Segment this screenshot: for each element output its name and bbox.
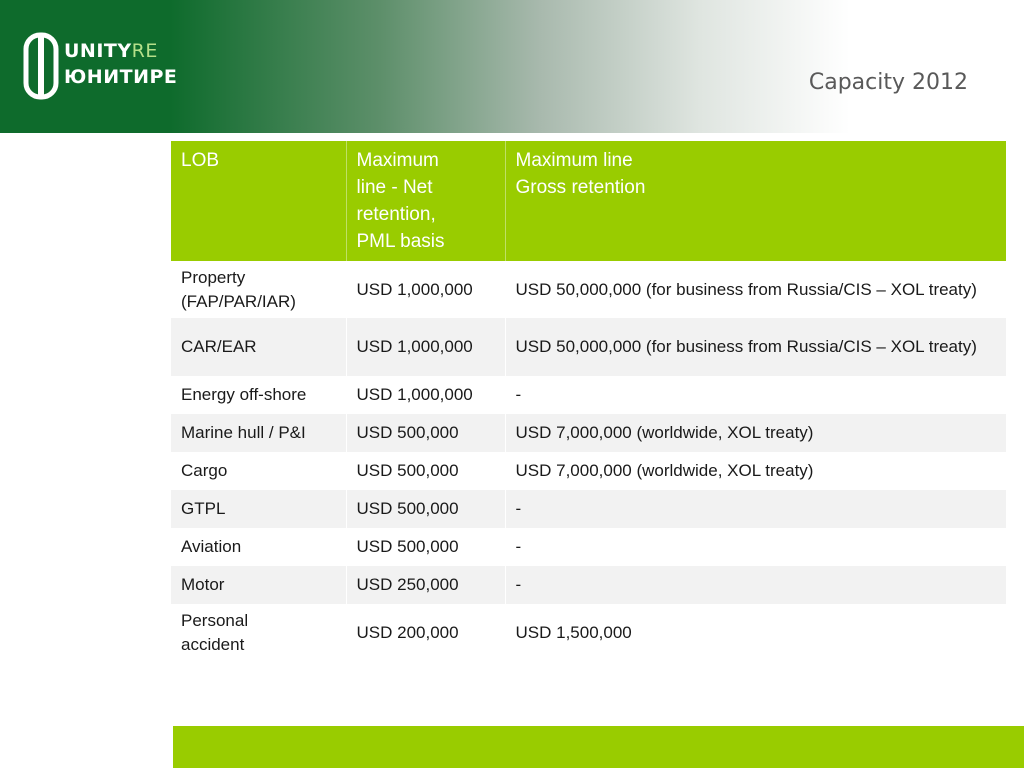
gross-retention-cell: - (505, 528, 1006, 566)
company-logo (23, 30, 178, 102)
logo-mark-icon (23, 32, 59, 100)
table-header-row (171, 141, 1006, 261)
lob-cell: Property (FAP/PAR/IAR) (171, 261, 346, 318)
net-retention-cell: USD 500,000 (346, 414, 505, 452)
lob-cell: Personal accident (171, 604, 346, 662)
net-retention-cell: USD 500,000 (346, 490, 505, 528)
net-retention-cell: USD 500,000 (346, 452, 505, 490)
table-row (171, 452, 1006, 490)
logo-text-cyrillic: ЮНИТИРЕ (64, 66, 178, 88)
net-retention-cell: USD 200,000 (346, 604, 505, 662)
column-header-gross-retention: Maximum line Gross retention (505, 141, 1006, 261)
gross-retention-cell: - (505, 490, 1006, 528)
lob-cell: Cargo (171, 452, 346, 490)
lob-cell: Energy off-shore (171, 376, 346, 414)
gross-retention-cell: - (505, 376, 1006, 414)
header-banner (0, 0, 1024, 133)
table-row (171, 318, 1006, 376)
table-row (171, 261, 1006, 318)
footer-bar (173, 726, 1024, 768)
lob-cell: Marine hull / P&I (171, 414, 346, 452)
table-row (171, 528, 1006, 566)
lob-cell: GTPL (171, 490, 346, 528)
slide-title: Capacity 2012 (808, 70, 968, 95)
table-row (171, 376, 1006, 414)
logo-text-latin: UNITYRE (64, 40, 158, 62)
gross-retention-cell: USD 1,500,000 (505, 604, 1006, 662)
net-retention-cell: USD 1,000,000 (346, 376, 505, 414)
lob-cell: CAR/EAR (171, 318, 346, 376)
column-header-net-retention: Maximum line - Net retention, PML basis (346, 141, 505, 261)
net-retention-cell: USD 250,000 (346, 566, 505, 604)
gross-retention-cell: USD 7,000,000 (worldwide, XOL treaty) (505, 414, 1006, 452)
table-row (171, 604, 1006, 662)
gross-retention-cell: USD 50,000,000 (for business from Russia/CIS – XOL treaty) (505, 261, 1006, 318)
table-row (171, 566, 1006, 604)
column-header-lob: LOB (171, 141, 346, 261)
net-retention-cell: USD 1,000,000 (346, 318, 505, 376)
net-retention-cell: USD 1,000,000 (346, 261, 505, 318)
net-retention-cell: USD 500,000 (346, 528, 505, 566)
gross-retention-cell: USD 7,000,000 (worldwide, XOL treaty) (505, 452, 1006, 490)
gross-retention-cell: - (505, 566, 1006, 604)
capacity-table (171, 141, 1006, 662)
lob-cell: Motor (171, 566, 346, 604)
table-row (171, 490, 1006, 528)
table-row (171, 414, 1006, 452)
lob-cell: Aviation (171, 528, 346, 566)
gross-retention-cell: USD 50,000,000 (for business from Russia/CIS – XOL treaty) (505, 318, 1006, 376)
